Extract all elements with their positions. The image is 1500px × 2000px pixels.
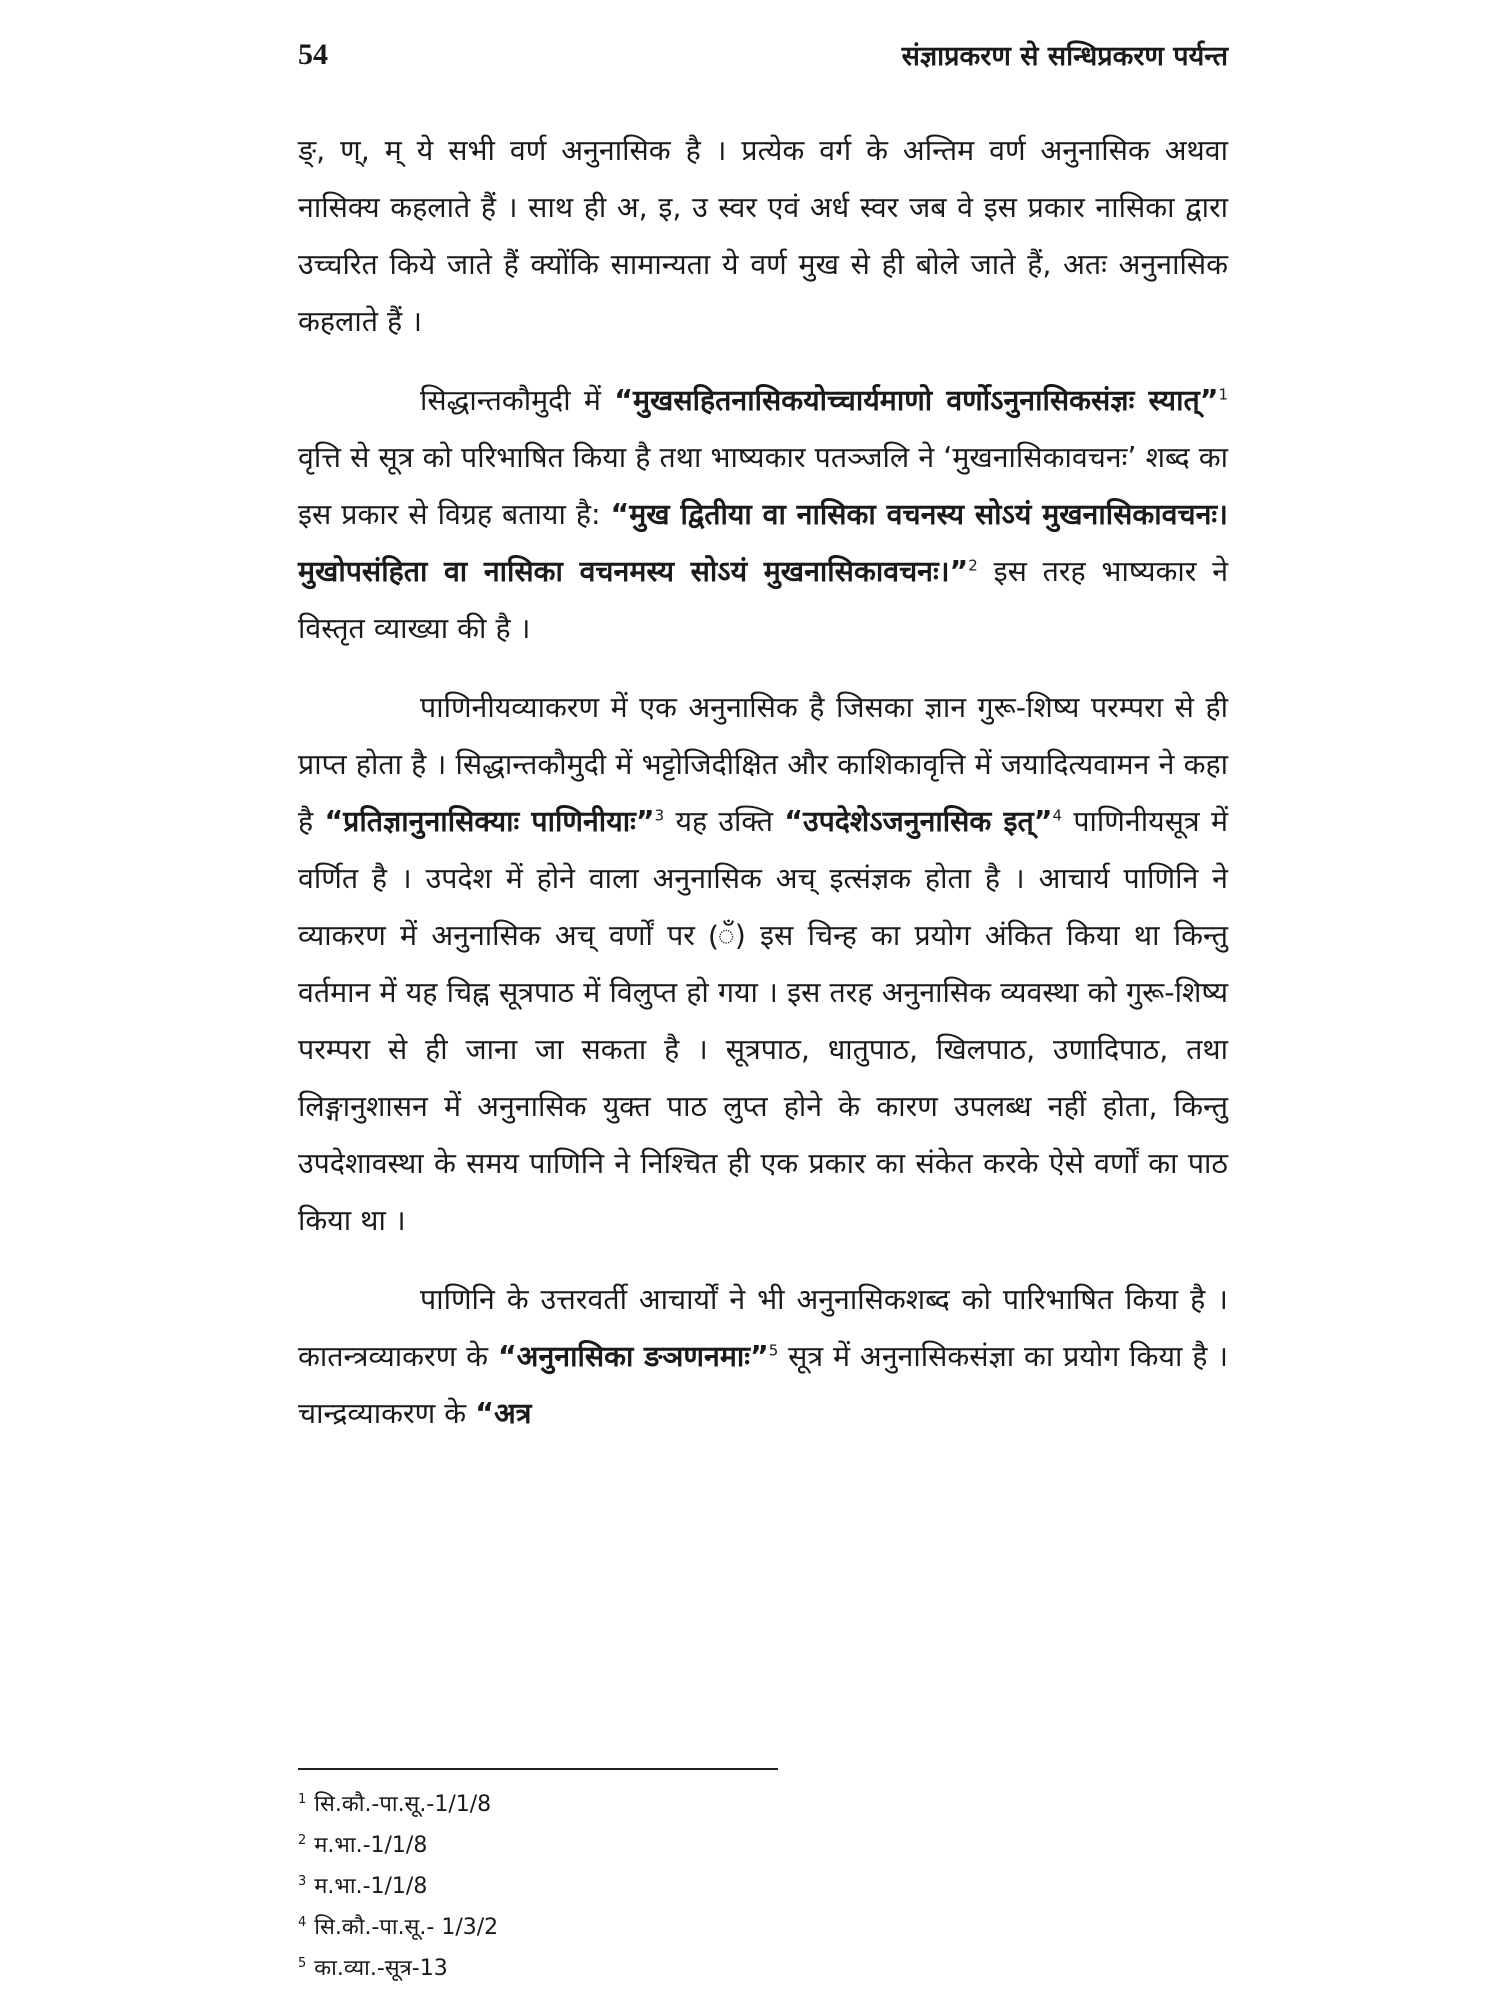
- bold-quote: “मुख द्वितीया वा नासिका वचनस्य सोऽयं मुखनासिकावचनः। मुखोपसंहिता वा नासिका वचनमस्य सोऽयं मुखनासिकावचनः।”: [298, 498, 1228, 588]
- paragraph-2: [298, 372, 1228, 657]
- page-number: 54: [298, 38, 328, 71]
- footnote-number: 2: [298, 1832, 307, 1848]
- paragraph-text: सूत्र में अनुनासिकसंज्ञा का प्रयोग किया है । चान्द्रव्याकरण के: [298, 1340, 1229, 1430]
- footnote-text: म.भा.-1/1/8: [314, 1874, 428, 1899]
- footnote-ref: 3: [654, 806, 665, 825]
- footnote: [298, 1784, 1198, 1825]
- bold-quote: “अत्र: [475, 1397, 532, 1430]
- bold-quote: “अनुनासिका ङञणनमाः”: [497, 1340, 769, 1373]
- footnote-text: सि.कौ.-पा.सू.-1/1/8: [314, 1792, 492, 1817]
- footnote: [298, 1825, 1198, 1866]
- paragraph-text: इस तरह भाष्यकार ने विस्तृत व्याख्या की है ।: [298, 555, 1229, 645]
- paragraph-text: पाणिनीयसूत्र में वर्णित है । उपदेश में होने वाला अनुनासिक अच् इत्संज्ञक होता है । आचार्य पाणिनि ने व्याकरण में अनुनासिक अच् वर्णों पर (ँ) इस चिन्ह का प्रयोग अंकित किया था किन्तु वर्तमान में यह चिह्न सूत्रपाठ में विलुप्त हो गया । इस तरह अनुनासिक व्यवस्था को गुरू-शिष्य परम्परा से ही जाना जा सकता है । सूत्रपाठ, धातुपाठ, खिलपाठ, उणादिपाठ, तथा लिङ्गानुशासन में अनुनासिक युक्त पाठ लुप्त होने के कारण उपलब्ध नहीं होता, किन्तु उपदेशावस्था के समय पाणिनि ने निश्चित ही एक प्रकार का संकेत करके ऐसे वर्णों का पाठ किया था ।: [298, 805, 1228, 1237]
- paragraph-text: यह उक्ति: [664, 805, 785, 838]
- footnote-text: सि.कौ.-पा.सू.- 1/3/2: [314, 1915, 499, 1940]
- bold-quote: “उपदेशेऽजनुनासिक इत्”: [784, 805, 1053, 838]
- footnote-text: म.भा.-1/1/8: [314, 1833, 428, 1858]
- footnote-ref: 2: [968, 556, 978, 575]
- footnote-text: का.व्या.-सूत्र-13: [314, 1956, 448, 1981]
- page-header: [298, 32, 1228, 82]
- paragraph-4: [298, 1271, 1228, 1442]
- bold-quote: “प्रतिज्ञानुनासिक्याः पाणिनीयाः”: [324, 805, 655, 838]
- paragraph-text: पाणिनीयव्याकरण में एक अनुनासिक है जिसका ज्ञान गुरू-शिष्य परम्परा से ही प्राप्त होता है । सिद्धान्तकौमुदी में भट्टोजिदीक्षित और काशिकावृत्ति में जयादित्यवामन ने कहा है: [298, 691, 1228, 838]
- paragraph-1: [298, 122, 1228, 350]
- footnotes: [298, 1784, 1198, 1989]
- main-text: [298, 122, 1228, 1464]
- footnote: [298, 1866, 1198, 1907]
- footnote: [298, 1907, 1198, 1948]
- paragraph-text: वृत्ति से सूत्र को परिभाषित किया है तथा भाष्यकार पतञ्जलि ने ‘मुखनासिकावचनः’ शब्द का इस प्रकार से विग्रह बताया है:: [298, 441, 1228, 531]
- footnote-number: 4: [298, 1914, 307, 1930]
- footnote-number: 5: [298, 1955, 307, 1971]
- paragraph-3: [298, 679, 1228, 1249]
- paragraph-text: ङ्, ण्, म् ये सभी वर्ण अनुनासिक है । प्रत्येक वर्ग के अन्तिम वर्ण अनुनासिक अथवा नासिक्य कहलाते हैं । साथ ही अ, इ, उ स्वर एवं अर्ध स्वर जब वे इस प्रकार नासिका द्वारा उच्चरित किये जाते हैं क्योंकि सामान्यता ये वर्ण मुख से ही बोले जाते हैं, अतः अनुनासिक कहलाते हैं ।: [298, 134, 1228, 338]
- footnote-ref: 5: [768, 1341, 779, 1360]
- footnote-number: 1: [298, 1791, 307, 1807]
- footnote-number: 3: [298, 1873, 307, 1889]
- footnote-ref: 1: [1218, 385, 1228, 404]
- footnote-divider: [298, 1768, 778, 1770]
- paragraph-text: सिद्धान्तकौमुदी में: [420, 384, 615, 417]
- bold-quote: “मुखसहितनासिकयोच्चार्यमाणो वर्णोऽनुनासिकसंज्ञः स्यात्”: [614, 384, 1219, 417]
- running-title: संज्ञाप्रकरण से सन्धिप्रकरण पर्यन्त: [901, 41, 1228, 72]
- footnote: [298, 1948, 1198, 1989]
- paragraph-text: पाणिनि के उत्तरवर्ती आचार्यों ने भी अनुनासिकशब्द को पारिभाषित किया है । कातन्त्रव्याकरण के: [298, 1283, 1228, 1373]
- footnote-ref: 4: [1052, 806, 1063, 825]
